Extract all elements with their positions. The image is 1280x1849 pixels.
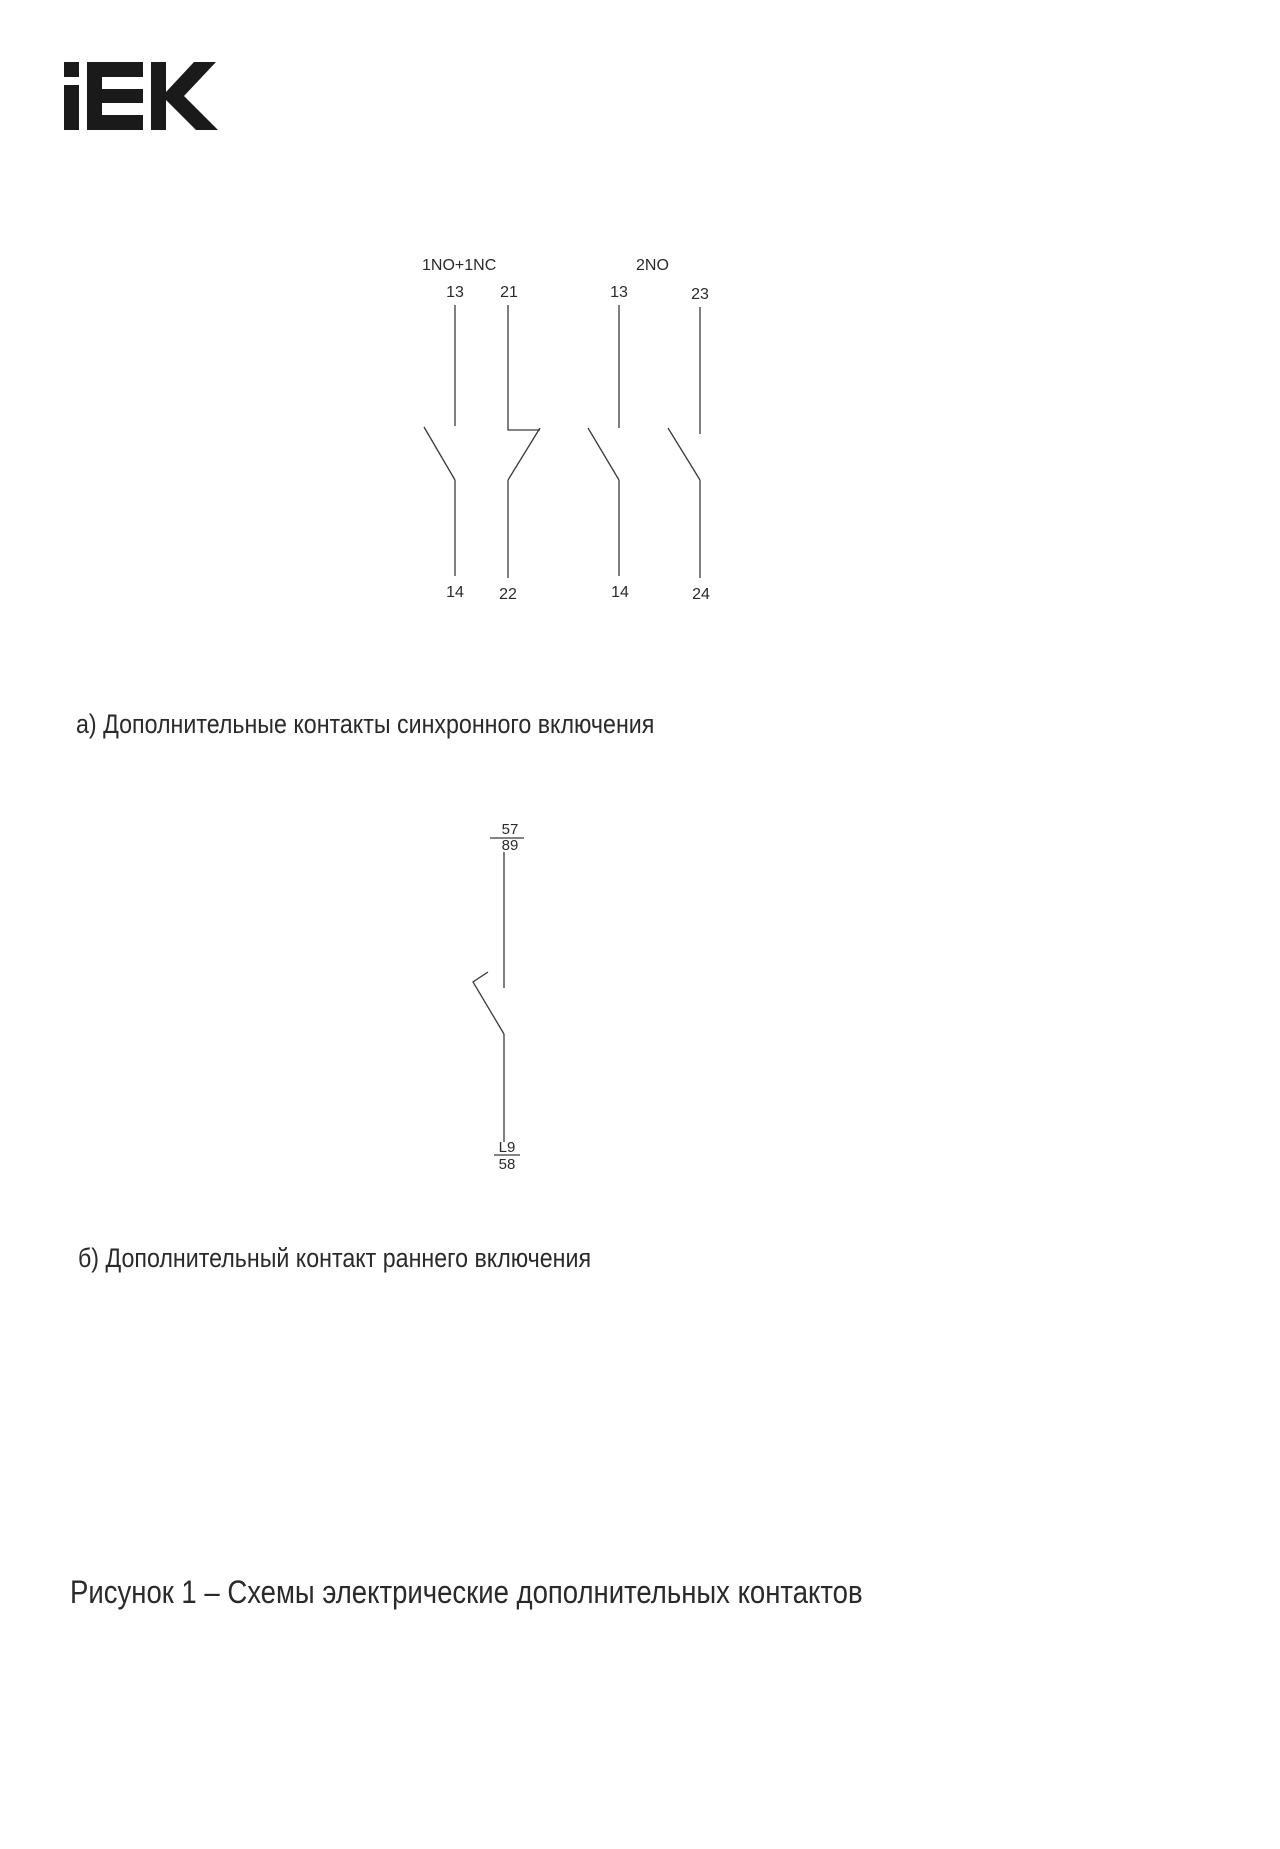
terminal-top-89: 89 [501, 837, 519, 854]
group-label-2no: 2NO [636, 257, 669, 274]
terminal-bottom-3: 14 [611, 584, 629, 601]
terminal-top-57: 57 [501, 821, 519, 838]
terminal-bottom-1: 14 [446, 584, 464, 601]
terminal-top-1: 13 [446, 284, 464, 301]
terminal-bottom-58: 58 [498, 1156, 516, 1173]
terminal-top-3: 13 [610, 284, 628, 301]
terminal-bottom-l9: L9 [498, 1139, 516, 1156]
caption-early-make-contact: б) Дополнительный контакт раннего включения [78, 1243, 592, 1273]
contact-early-make [473, 852, 504, 1142]
figure-caption: Рисунок 1 – Схемы электрические дополнительных контактов [70, 1574, 863, 1610]
terminal-bottom-2: 22 [499, 586, 517, 603]
group-label-1no-1nc: 1NO+1NC [422, 257, 497, 274]
terminal-bottom-4: 24 [692, 586, 710, 603]
caption-synchronous-contacts: а) Дополнительные контакты синхронного включения [76, 709, 655, 739]
terminal-top-2: 21 [500, 284, 518, 301]
terminal-top-4: 23 [691, 286, 709, 303]
